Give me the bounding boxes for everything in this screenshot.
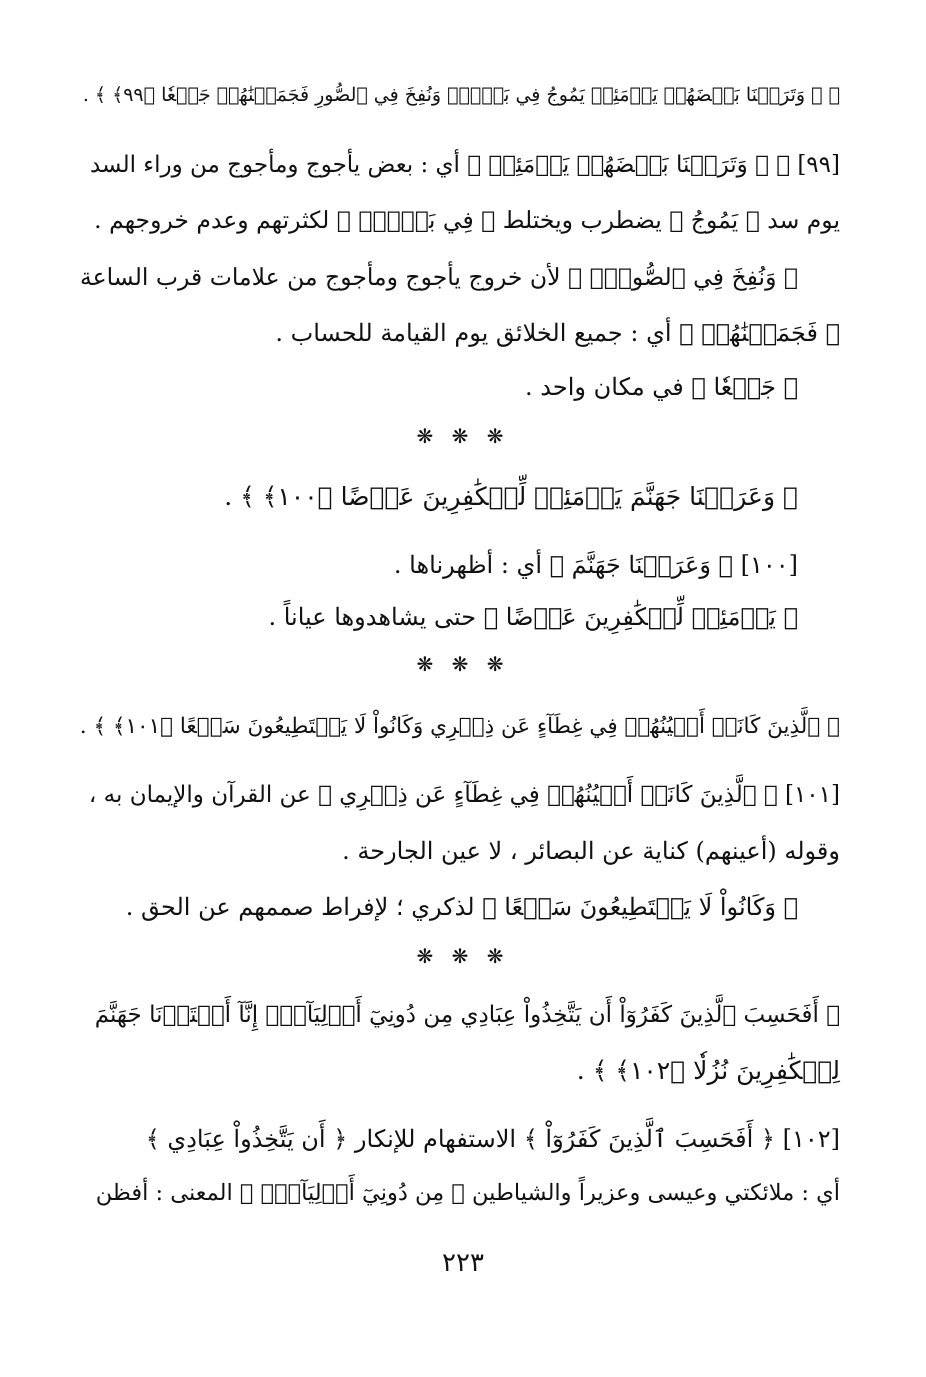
verse-99: ﴿ ۞ وَتَرَكۡنَا بَعۡضَهُمۡ يَوۡمَئِذٖ يَمُوجُ فِي بَعۡضٖۖ وَنُفِخَ فِي ٱلصُّورِ فَجَمَعۡنَٰهُمۡ جَمۡعٗا ﴿٩٩﴾ ﴾ . [82, 84, 840, 106]
section-separator: ❋ ❋ ❋ [416, 424, 510, 448]
commentary-line: وقوله (أعينهم) كناية عن البصائر ، لا عين الجارحة . [342, 837, 840, 865]
section-separator: ❋ ❋ ❋ [416, 652, 510, 676]
page-number: ٢٢٣ [442, 1248, 484, 1278]
commentary-line: ﴿ فَجَمَعۡنَٰهُمۡ ﴾ أي : جميع الخلائق يوم القيامة للحساب . [275, 319, 840, 347]
commentary-line: يوم سد ﴿ يَمُوجُ ﴾ يضطرب ويختلط ﴿ فِي بَعۡضٖۖ ﴾ لكثرتهم وعدم خروجهم . [94, 206, 840, 234]
verse-102: ﴿ أَفَحَسِبَ ٱلَّذِينَ كَفَرُوٓاْ أَن يَتَّخِذُواْ عِبَادِي مِن دُونِيٓ أَوۡلِيَآءَۚ إِنَّآ أَعۡتَدۡنَا جَهَنَّمَ [94, 1002, 840, 1028]
commentary-line: [١٠١] ﴿ ٱلَّذِينَ كَانَتۡ أَعۡيُنُهُمۡ فِي غِطَآءٍ عَن ذِكۡرِي ﴾ عن القرآن والإيمان به ، [88, 782, 840, 808]
commentary-line: ﴿ جَمۡعٗا ﴾ في مكان واحد . [525, 373, 798, 401]
verse-102-continued: لِلۡكَٰفِرِينَ نُزُلٗا ﴿١٠٢﴾ ﴾ . [576, 1056, 840, 1085]
commentary-line: [١٠٠] ﴿ وَعَرَضۡنَا جَهَنَّمَ ﴾ أي : أظهرناها . [393, 551, 798, 579]
commentary-line: [٩٩] ﴿ ۞ وَتَرَكۡنَا بَعۡضَهُمۡ يَوۡمَئِذٖ ﴾ أي : بعض يأجوج ومأجوج من وراء السد [89, 152, 840, 178]
commentary-line: [١٠٢] ﴿ أَفَحَسِبَ ٱلَّذِينَ كَفَرُوٓاْ ﴾ الاستفهام للإنكار ﴿ أَن يَتَّخِذُواْ عِبَادِي ﴾ [145, 1125, 840, 1153]
commentary-line: ﴿ يَوۡمَئِذٖ لِّلۡكَٰفِرِينَ عَرۡضًا ﴾ حتى يشاهدوها عياناً . [268, 603, 798, 631]
verse-101: ﴿ ٱلَّذِينَ كَانَتۡ أَعۡيُنُهُمۡ فِي غِطَآءٍ عَن ذِكۡرِي وَكَانُواْ لَا يَسۡتَطِيعُونَ سَمۡعًا ﴿١٠١﴾ ﴾ . [79, 714, 840, 739]
commentary-line: أي : ملائكتي وعيسى وعزيراً والشياطين ﴿ مِن دُونِيٓ أَوۡلِيَآءَۚ ﴾ المعنى : أفظن [95, 1180, 840, 1206]
commentary-line: ﴿ وَنُفِخَ فِي ٱلصُّورِۖ ﴾ لأن خروج يأجوج ومأجوج من علامات قرب الساعة [80, 263, 798, 291]
commentary-line: ﴿ وَكَانُواْ لَا يَسۡتَطِيعُونَ سَمۡعًا ﴾ لذكري ؛ لإفراط صممهم عن الحق . [125, 893, 798, 921]
verse-100: ﴿ وَعَرَضۡنَا جَهَنَّمَ يَوۡمَئِذٖ لِّلۡكَٰفِرِينَ عَرۡضًا ﴿١٠٠﴾ ﴾ . [224, 482, 798, 511]
section-separator: ❋ ❋ ❋ [416, 944, 510, 968]
